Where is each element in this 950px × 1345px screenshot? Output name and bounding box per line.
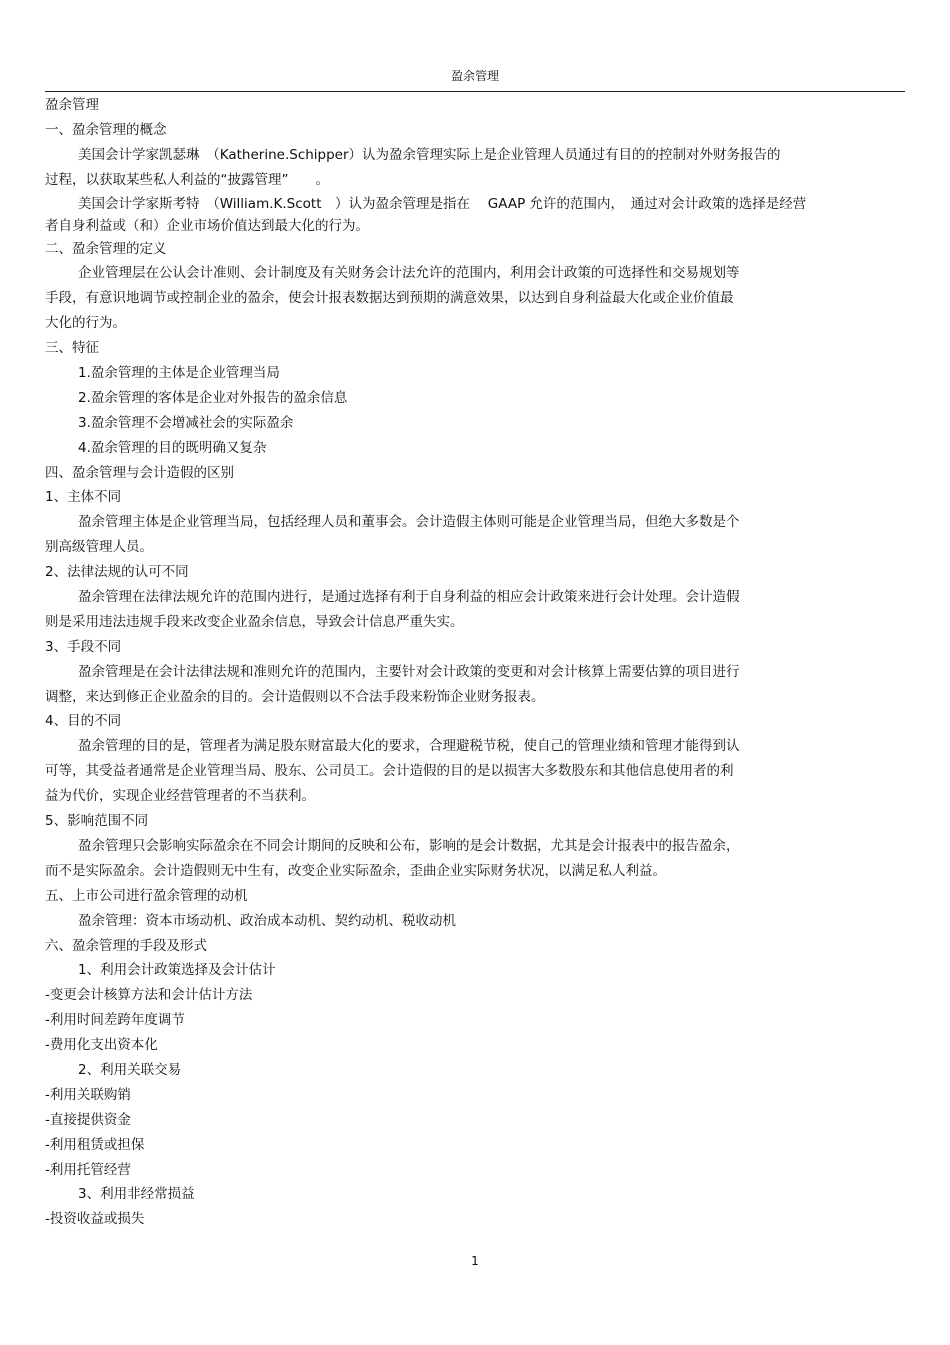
document-title: 盈余管理 bbox=[45, 97, 99, 113]
paragraph-line: 美国会计学家凯瑟琳 （Katherine.Schipper）认为盈余管理实际上是企业管理人员通过有目的的控制对外财务报告的 bbox=[78, 146, 781, 163]
section-heading: 四、盈余管理与会计造假的区别 bbox=[45, 464, 234, 481]
subsection-heading: 3、手段不同 bbox=[45, 638, 122, 655]
paragraph-line: 盈余管理的目的是，管理者为满足股东财富最大化的要求，合理避税节税，使自己的管理业绩和管理才能得到认 bbox=[78, 738, 740, 755]
paragraph-line: 盈余管理只会影响实际盈余在不同会计期间的反映和公布，影响的是会计数据，尤其是会计报表中的报告盈余， bbox=[78, 837, 740, 854]
paragraph-line: 而不是实际盈余。会计造假则无中生有，改变企业实际盈余，歪曲企业实际财务状况，以满足私人利益。 bbox=[45, 862, 666, 879]
header-divider bbox=[45, 91, 905, 92]
list-item: -利用关联购销 bbox=[45, 1086, 131, 1103]
document-body bbox=[45, 93, 905, 1232]
subsection-heading: 2、利用关联交易 bbox=[78, 1061, 182, 1078]
paragraph-line: 则是采用违法违规手段来改变企业盈余信息，导致会计信息严重失实。 bbox=[45, 613, 464, 630]
list-item: -利用租赁或担保 bbox=[45, 1136, 145, 1153]
paragraph-line: 可等，其受益者通常是企业管理当局、股东、公司员工。会计造假的目的是以损害大多数股东和其他信息使用者的利 bbox=[45, 763, 734, 780]
list-item: -利用时间差跨年度调节 bbox=[45, 1012, 185, 1029]
list-item: -变更会计核算方法和会计估计方法 bbox=[45, 987, 253, 1004]
section-heading: 五、上市公司进行盈余管理的动机 bbox=[45, 887, 248, 904]
paragraph-line: 盈余管理是在会计法律法规和准则允许的范围内，主要针对会计政策的变更和对会计核算上需要估算的项目进行 bbox=[78, 663, 740, 680]
subsection-heading: 4、目的不同 bbox=[45, 713, 122, 730]
paragraph-line: 盈余管理在法律法规允许的范围内进行，是通过选择有利于自身利益的相应会计政策来进行会计处理。会计造假 bbox=[78, 589, 740, 606]
page-number: 1 bbox=[471, 1254, 479, 1268]
subsection-heading: 3、利用非经常损益 bbox=[78, 1186, 195, 1203]
section-heading: 二、盈余管理的定义 bbox=[45, 240, 167, 257]
paragraph-line: 调整，来达到修正企业盈余的目的。会计造假则以不合法手段来粉饰企业财务报表。 bbox=[45, 688, 545, 705]
paragraph-line: 盈余管理：资本市场动机、政治成本动机、契约动机、税收动机 bbox=[78, 912, 456, 929]
section-heading: 一、盈余管理的概念 bbox=[45, 121, 167, 138]
paragraph-line: 企业管理层在公认会计准则、会计制度及有关财务会计法允许的范围内，利用会计政策的可选择性和交易规划等 bbox=[78, 265, 740, 282]
list-item: 3.盈余管理不会增减社会的实际盈余 bbox=[78, 414, 294, 431]
list-item: 4.盈余管理的目的既明确又复杂 bbox=[78, 439, 267, 456]
list-item: -直接提供资金 bbox=[45, 1111, 131, 1128]
subsection-heading: 1、利用会计政策选择及会计估计 bbox=[78, 962, 276, 979]
page-header: 盈余管理 bbox=[450, 69, 499, 83]
paragraph-line: 盈余管理主体是企业管理当局，包括经理人员和董事会。会计造假主体则可能是企业管理当局，但绝大多数是个 bbox=[78, 514, 740, 531]
subsection-heading: 5、影响范围不同 bbox=[45, 813, 149, 830]
list-item: 2.盈余管理的客体是企业对外报告的盈余信息 bbox=[78, 389, 348, 406]
subsection-heading: 1、主体不同 bbox=[45, 489, 122, 506]
subsection-heading: 2、法律法规的认可不同 bbox=[45, 564, 189, 581]
list-item: -投资收益或损失 bbox=[45, 1211, 145, 1228]
section-heading: 六、盈余管理的手段及形式 bbox=[45, 937, 207, 954]
paragraph-line: 手段，有意识地调节或控制企业的盈余，使会计报表数据达到预期的满意效果，以达到自身利益最大化或企业价值最 bbox=[45, 290, 734, 307]
list-item: -费用化支出资本化 bbox=[45, 1037, 158, 1054]
list-item: 1.盈余管理的主体是企业管理当局 bbox=[78, 365, 280, 382]
paragraph-line: 过程，以获取某些私人利益的“披露管理” 。 bbox=[45, 171, 329, 188]
section-heading: 三、特征 bbox=[45, 340, 99, 357]
paragraph-line: 者自身利益或（和）企业市场价值达到最大化的行为。 bbox=[45, 217, 369, 234]
paragraph-line: 别高级管理人员。 bbox=[45, 539, 153, 556]
paragraph-line: 美国会计学家斯考特 （William.K.Scott ）认为盈余管理是指在 GAAP 允许的范围内， 通过对会计政策的选择是经营 bbox=[78, 195, 807, 212]
paragraph-line: 益为代价，实现企业经营管理者的不当获利。 bbox=[45, 788, 315, 805]
list-item: -利用托管经营 bbox=[45, 1161, 131, 1178]
paragraph-line: 大化的行为。 bbox=[45, 315, 126, 332]
